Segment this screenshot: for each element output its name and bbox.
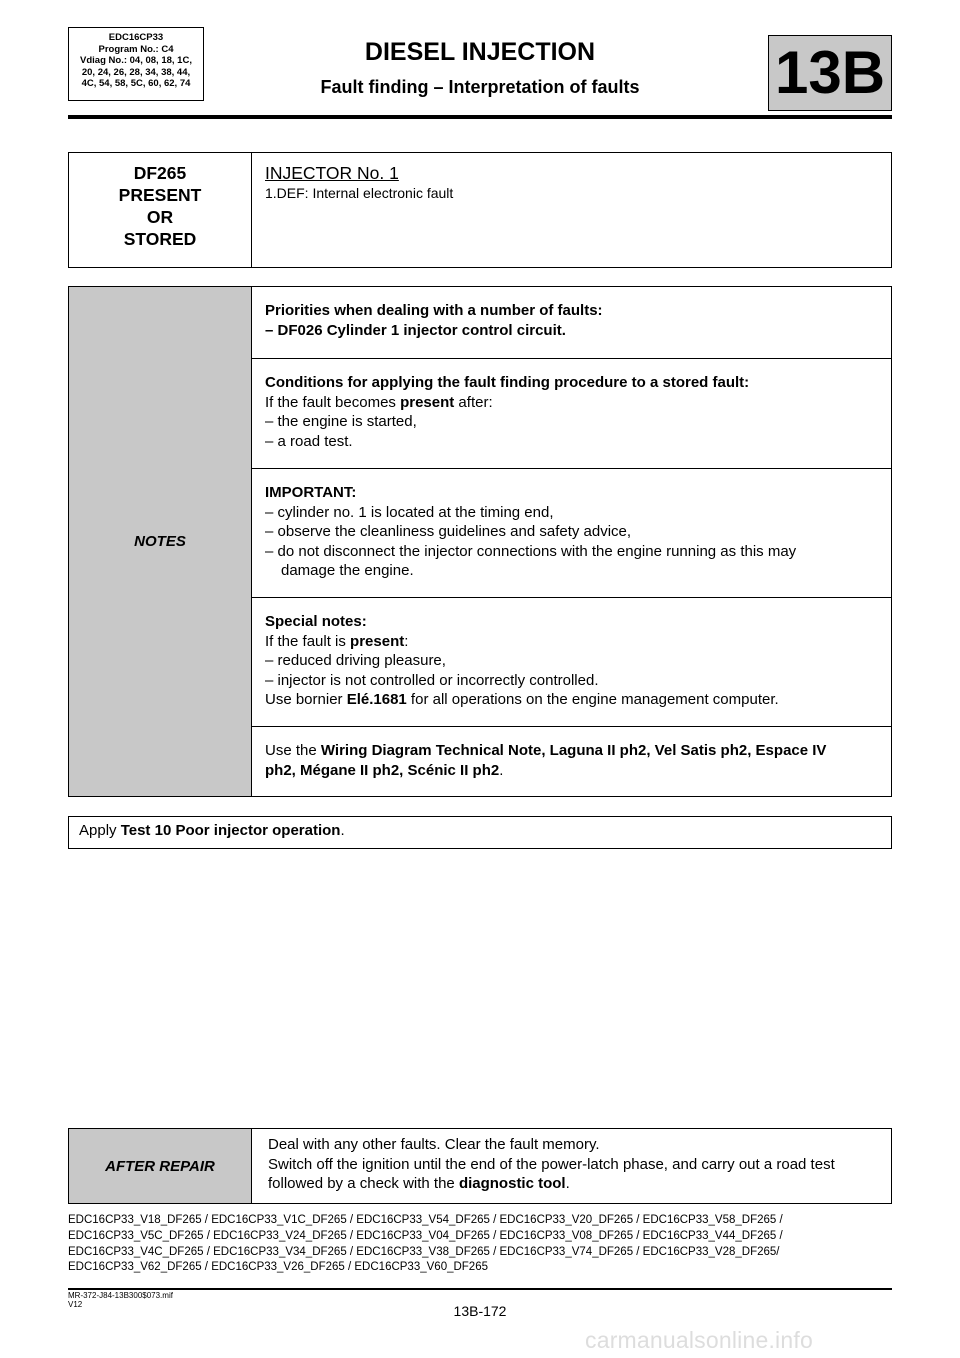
fault-def: 1.DEF: Internal electronic fault [265,185,454,201]
text-bold: present [350,632,405,650]
info-line: EDC16CP33 [108,32,164,43]
notes-box [68,286,892,797]
text: . [340,822,345,839]
text: Apply [79,822,121,839]
text-line: Deal with any other faults. Clear the fault memory. [268,1136,600,1153]
notes-label: NOTES [69,287,252,796]
file-name: MR-372-J84-13B300$073.mif [68,1291,173,1300]
important-title: IMPORTANT: [265,484,357,501]
list-item: – the engine is started, [265,413,417,430]
text: Use bornier [265,691,347,708]
list-item: – cylinder no. 1 is located at the timing end, [265,503,554,521]
reference-line: EDC16CP33_V62_DF265 / EDC16CP33_V26_DF265 / EDC16CP33_V60_DF265 [68,1261,488,1274]
conditions-cell [252,358,891,468]
footer-rule [68,1288,892,1290]
list-item: – injector is not controlled or incorrectly controlled. [265,671,599,689]
after-repair-box [68,1128,892,1204]
special-title: Special notes: [265,613,367,630]
text: for all operations on the engine management computer. [406,691,779,708]
fault-name: INJECTOR No. 1 [265,163,399,183]
list-item: – observe the cleanliness guidelines and safety advice, [265,523,632,540]
apply-test-box [68,816,892,849]
text-bold: ph2, Mégane II ph2, Scénic II ph2 [265,761,500,779]
vehicle-info-box [68,27,204,101]
priorities-title: Priorities when dealing with a number of faults: [265,302,603,319]
status-line: PRESENT [118,185,202,205]
text-bold: present [400,393,455,411]
text: . [499,761,504,779]
page-subtitle: Fault finding – Interpretation of faults [320,77,640,97]
reference-line: EDC16CP33_V5C_DF265 / EDC16CP33_V24_DF265 / EDC16CP33_V04_DF265 / EDC16CP33_V08_DF265 / EDC16CP33_V44_DF265 / [68,1229,783,1242]
priorities-item: – DF026 Cylinder 1 injector control circuit. [265,321,566,339]
fault-box [68,152,892,268]
special-notes-cell [252,597,891,726]
list-item-continued: damage the engine. [281,562,414,579]
text: followed by a check with the [268,1175,459,1192]
test-link: Test 10 Poor injector operation [120,822,341,839]
fault-description [265,163,453,201]
section-code-badge: 13B [768,35,892,111]
priorities-cell [252,287,891,358]
notes-content [252,287,891,796]
after-repair-content [268,1135,835,1194]
info-line: 20, 24, 26, 28, 34, 38, 44, [81,66,191,78]
after-repair-label: AFTER REPAIR [69,1129,252,1203]
text: If the fault is [265,632,351,650]
info-line: Program No.: C4 [98,43,174,55]
reference-line: EDC16CP33_V18_DF265 / EDC16CP33_V1C_DF265 / EDC16CP33_V54_DF265 / EDC16CP33_V20_DF265 / EDC16CP33_V58_DF265 / [68,1214,783,1226]
list-item: – reduced driving pleasure, [265,652,446,669]
fault-references [68,1213,783,1276]
fault-code: DF265 [133,163,187,183]
status-line: OR [146,207,174,227]
info-line: 4C, 54, 58, 5C, 60, 62, 74 [81,78,191,90]
reference-line: EDC16CP33_V4C_DF265 / EDC16CP33_V34_DF265 / EDC16CP33_V38_DF265 / EDC16CP33_V74_DF265 / EDC16CP33_V28_DF265/ [68,1245,780,1258]
text: after: [454,393,493,411]
info-line: Vdiag No.: 04, 08, 18, 1C, [80,55,192,67]
fault-status [69,153,252,267]
status-line: STORED [123,229,197,249]
text: Use the [265,742,321,759]
text-bold: diagnostic tool [458,1175,566,1192]
wiring-cell [252,726,891,798]
list-item: – do not disconnect the injector connections with the engine running as this may [265,542,797,560]
watermark: carmanualsonline.info [585,1327,813,1353]
list-item: – a road test. [265,432,353,450]
page-number: 13B-172 [453,1303,507,1319]
conditions-title: Conditions for applying the fault finding procedure to a stored fault: [265,374,750,391]
text: : [404,632,409,650]
text-bold: Elé.1681 [346,691,407,708]
text-line: Switch off the ignition until the end of the power-latch phase, and carry out a road test [268,1155,835,1173]
important-cell [252,468,891,597]
version: V12 [68,1300,83,1309]
text: If the fault becomes [265,393,401,411]
text-bold: Wiring Diagram Technical Note, Laguna II ph2, Vel Satis ph2, Espace IV [320,742,827,759]
header-rule [68,115,892,119]
text: . [565,1175,570,1192]
page-title: DIESEL INJECTION [364,38,596,66]
